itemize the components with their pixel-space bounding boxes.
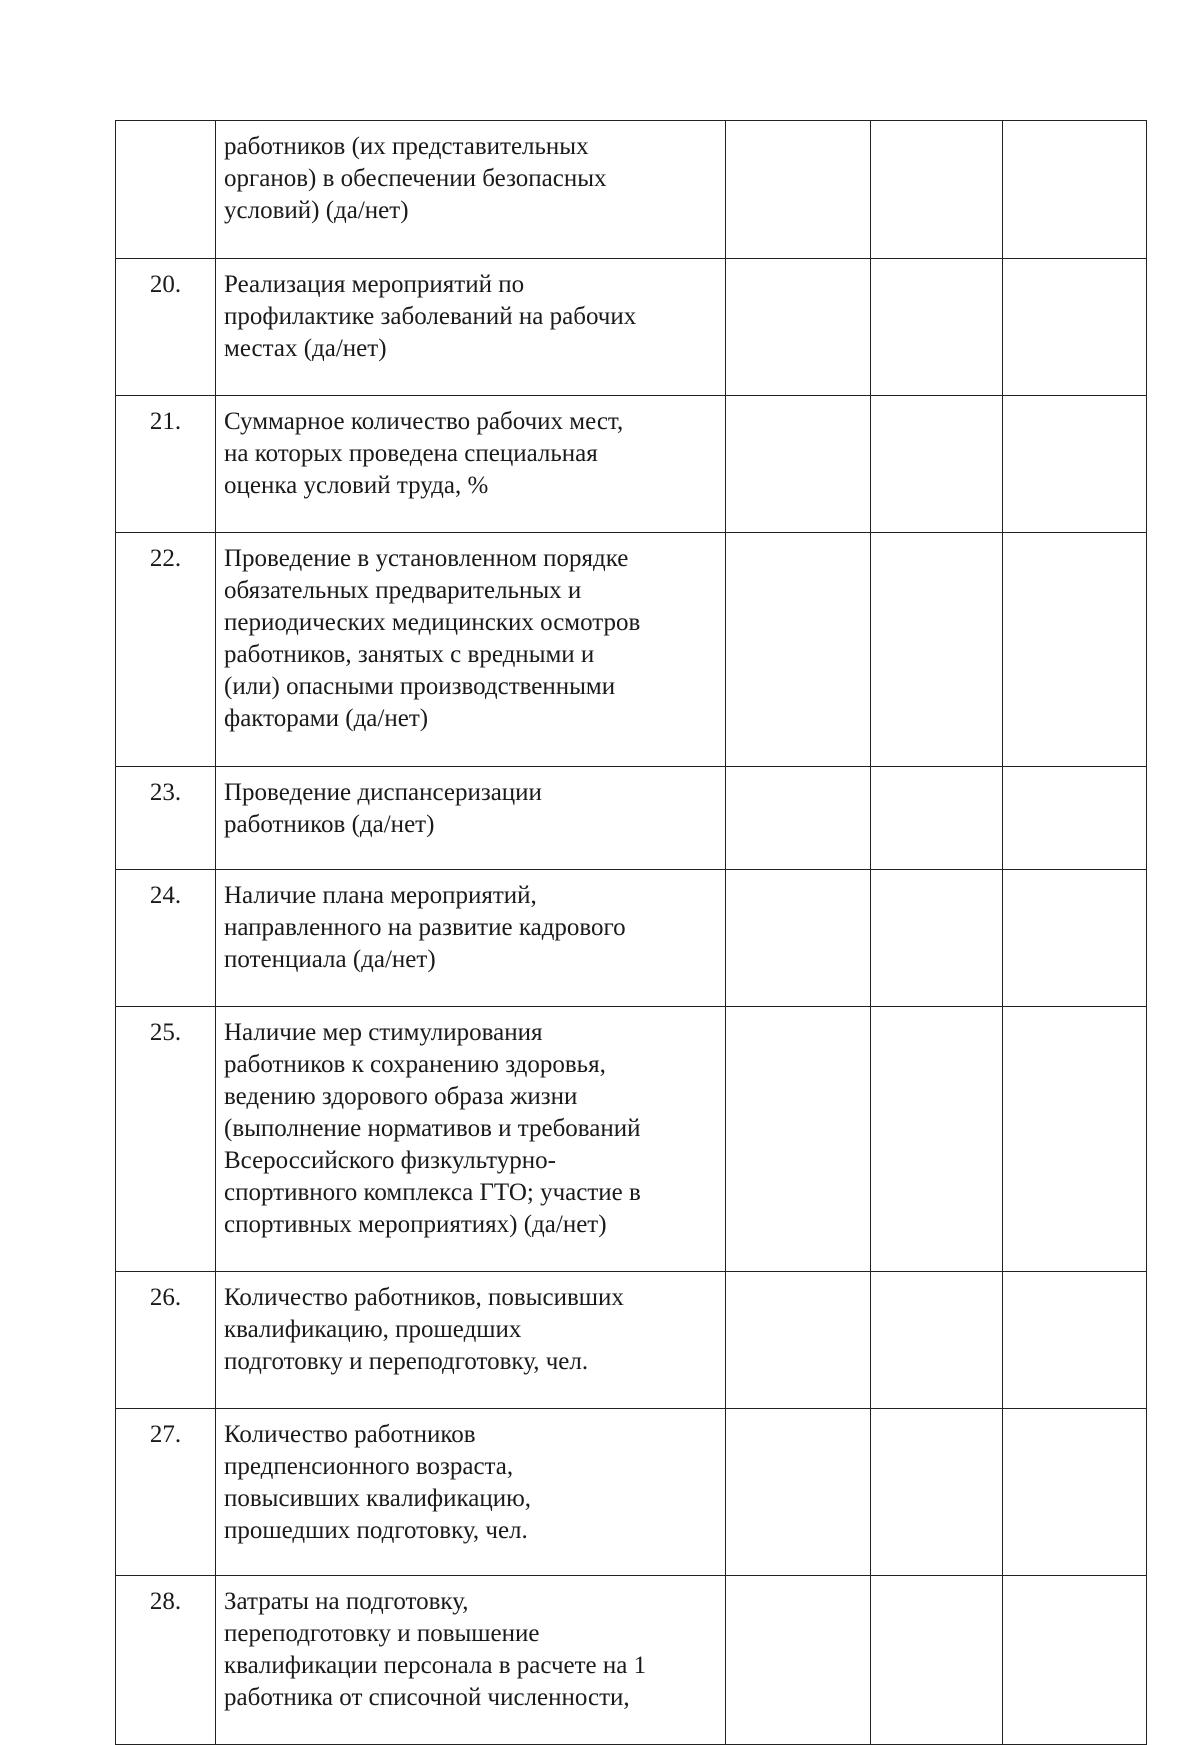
table-row [116,767,1147,870]
row-indicator-text: Количество работников, повысивших квалификацию, прошедших подготовку и переподготовку, чел. [216,1272,726,1409]
table-row [116,259,1147,396]
table-row [116,121,1147,259]
value-cell-3 [1003,1409,1147,1576]
value-cell-2 [871,121,1003,259]
value-cell-3 [1003,1007,1147,1272]
table-row [116,1576,1147,1745]
row-number: 25. [116,1007,216,1272]
value-cell-1 [726,533,871,767]
row-indicator-text: Наличие мер стимулирования работников к сохранению здоровья, ведению здорового образа жизни (выполнение нормативов и требований Всероссийского физкультурно- спортивного комплекса ГТО; участие в спортивных мероприятиях) (да/нет) [216,1007,726,1272]
row-indicator-text: Проведение диспансеризации работников (да/нет) [216,767,726,870]
value-cell-1 [726,1007,871,1272]
row-indicator-text: Затраты на подготовку, переподготовку и повышение квалификации персонала в расчете на 1 работника от списочной численности, [216,1576,726,1745]
value-cell-1 [726,767,871,870]
value-cell-3 [1003,870,1147,1007]
value-cell-1 [726,121,871,259]
value-cell-2 [871,1272,1003,1409]
value-cell-1 [726,870,871,1007]
row-number: 22. [116,533,216,767]
row-indicator-text: работников (их представительных органов) в обеспечении безопасных условий) (да/нет) [216,121,726,259]
table-row [116,533,1147,767]
value-cell-3 [1003,121,1147,259]
value-cell-2 [871,1007,1003,1272]
row-number: 23. [116,767,216,870]
table-row [116,1409,1147,1576]
row-indicator-text: Наличие плана мероприятий, направленного на развитие кадрового потенциала (да/нет) [216,870,726,1007]
row-indicator-text: Реализация мероприятий по профилактике заболеваний на рабочих местах (да/нет) [216,259,726,396]
value-cell-2 [871,767,1003,870]
indicators-table [115,120,1147,1745]
value-cell-1 [726,1576,871,1745]
value-cell-1 [726,1409,871,1576]
value-cell-3 [1003,1576,1147,1745]
value-cell-2 [871,1409,1003,1576]
row-number: 24. [116,870,216,1007]
value-cell-3 [1003,396,1147,533]
row-indicator-text: Количество работников предпенсионного возраста, повысивших квалификацию, прошедших подготовку, чел. [216,1409,726,1576]
table-row [116,1272,1147,1409]
value-cell-2 [871,396,1003,533]
row-number: 20. [116,259,216,396]
table-row [116,396,1147,533]
value-cell-2 [871,870,1003,1007]
row-indicator-text: Проведение в установленном порядке обязательных предварительных и периодических медицинских осмотров работников, занятых с вредными и (или) опасными производственными факторами (да/нет) [216,533,726,767]
value-cell-3 [1003,767,1147,870]
table-row [116,1007,1147,1272]
value-cell-2 [871,533,1003,767]
row-number: 26. [116,1272,216,1409]
value-cell-3 [1003,1272,1147,1409]
row-number: 21. [116,396,216,533]
row-number: 28. [116,1576,216,1745]
row-number: 27. [116,1409,216,1576]
value-cell-1 [726,396,871,533]
value-cell-1 [726,1272,871,1409]
value-cell-2 [871,1576,1003,1745]
value-cell-1 [726,259,871,396]
row-indicator-text: Суммарное количество рабочих мест, на которых проведена специальная оценка условий труда, % [216,396,726,533]
row-number [116,121,216,259]
value-cell-3 [1003,259,1147,396]
table-row [116,870,1147,1007]
value-cell-3 [1003,533,1147,767]
value-cell-2 [871,259,1003,396]
